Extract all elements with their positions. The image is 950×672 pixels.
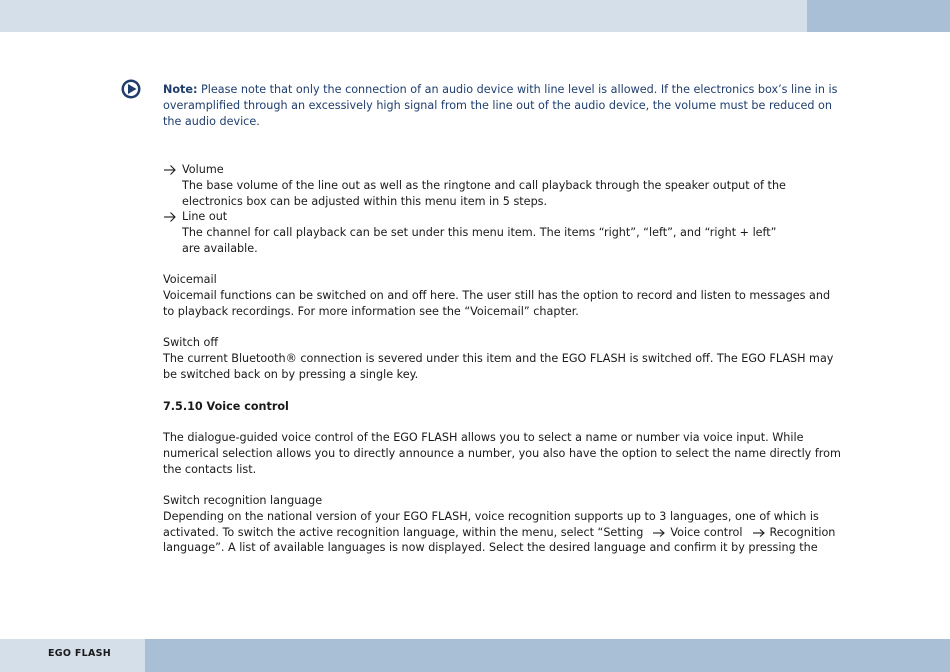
- note-line-3: the audio device.: [163, 114, 260, 128]
- footer-band-accent: [145, 639, 950, 672]
- voicemail-title: Voicemail: [163, 273, 217, 286]
- note-label: Note:: [163, 83, 198, 96]
- section-heading: 7.5.10 Voice control: [163, 400, 289, 413]
- arrow-right-icon: [752, 528, 766, 538]
- arrow-right-icon: [163, 209, 177, 224]
- arrow-right-icon: [163, 162, 177, 177]
- header-band-accent: [807, 0, 950, 32]
- switch-off-block: Switch off The current Bluetooth® connection is severed under this item and the EGO FLASH is switched off. The EGO FLASH may be switched back on by pressing a single key.: [163, 336, 834, 381]
- recognition-path-line: activated. To switch the active recognition language, within the menu, select “Setting Voice control Recognition: [163, 525, 836, 539]
- voice-control-intro: The dialogue-guided voice control of the EGO FLASH allows you to select a name or number via voice input. While numerical selection allows you to directly announce a number, you also have the option to select the name directly from the contacts list.: [163, 431, 841, 476]
- item-title: Volume: [182, 163, 224, 176]
- item-description: The base volume of the line out as well as the ringtone and call playback through the speaker output of the electronics box can be adjusted within this menu item in 5 steps.: [182, 179, 786, 208]
- voicemail-block: Voicemail Voicemail functions can be switched on and off here. The user still has the option to record and listen to messages and to playback recordings. For more information see the “Voicemail” chapter.: [163, 273, 831, 318]
- note-line-2: overamplified through an excessively high signal from the line out of the audio device, the volume must be reduced on: [163, 98, 832, 112]
- switch-off-title: Switch off: [163, 336, 219, 349]
- recognition-language-block: Switch recognition language Depending on the national version of your EGO FLASH, voice recognition supports up to 3 languages, one of which is activated. To switch the active recognition language, within the menu, select “Setting Voice control Recognition language”. A list of available languages is now displayed. Select the desired language and confirm it by pressing the: [163, 494, 836, 555]
- header-band: [0, 0, 807, 32]
- note-line-1: Note: Please note that only the connection of an audio device with line level is allowed. If the electronics box’s line in is: [163, 83, 838, 96]
- footer-product-name: EGO FLASH: [48, 648, 112, 659]
- item-description: The channel for call playback can be set under this menu item. The items “right”, “left”, and “right + left” are available.: [182, 226, 777, 255]
- recognition-title: Switch recognition language: [163, 494, 323, 507]
- note-block: [163, 82, 838, 129]
- arrow-right-icon: [652, 528, 666, 538]
- note-play-icon: [121, 79, 141, 99]
- item-title: Line out: [182, 210, 228, 223]
